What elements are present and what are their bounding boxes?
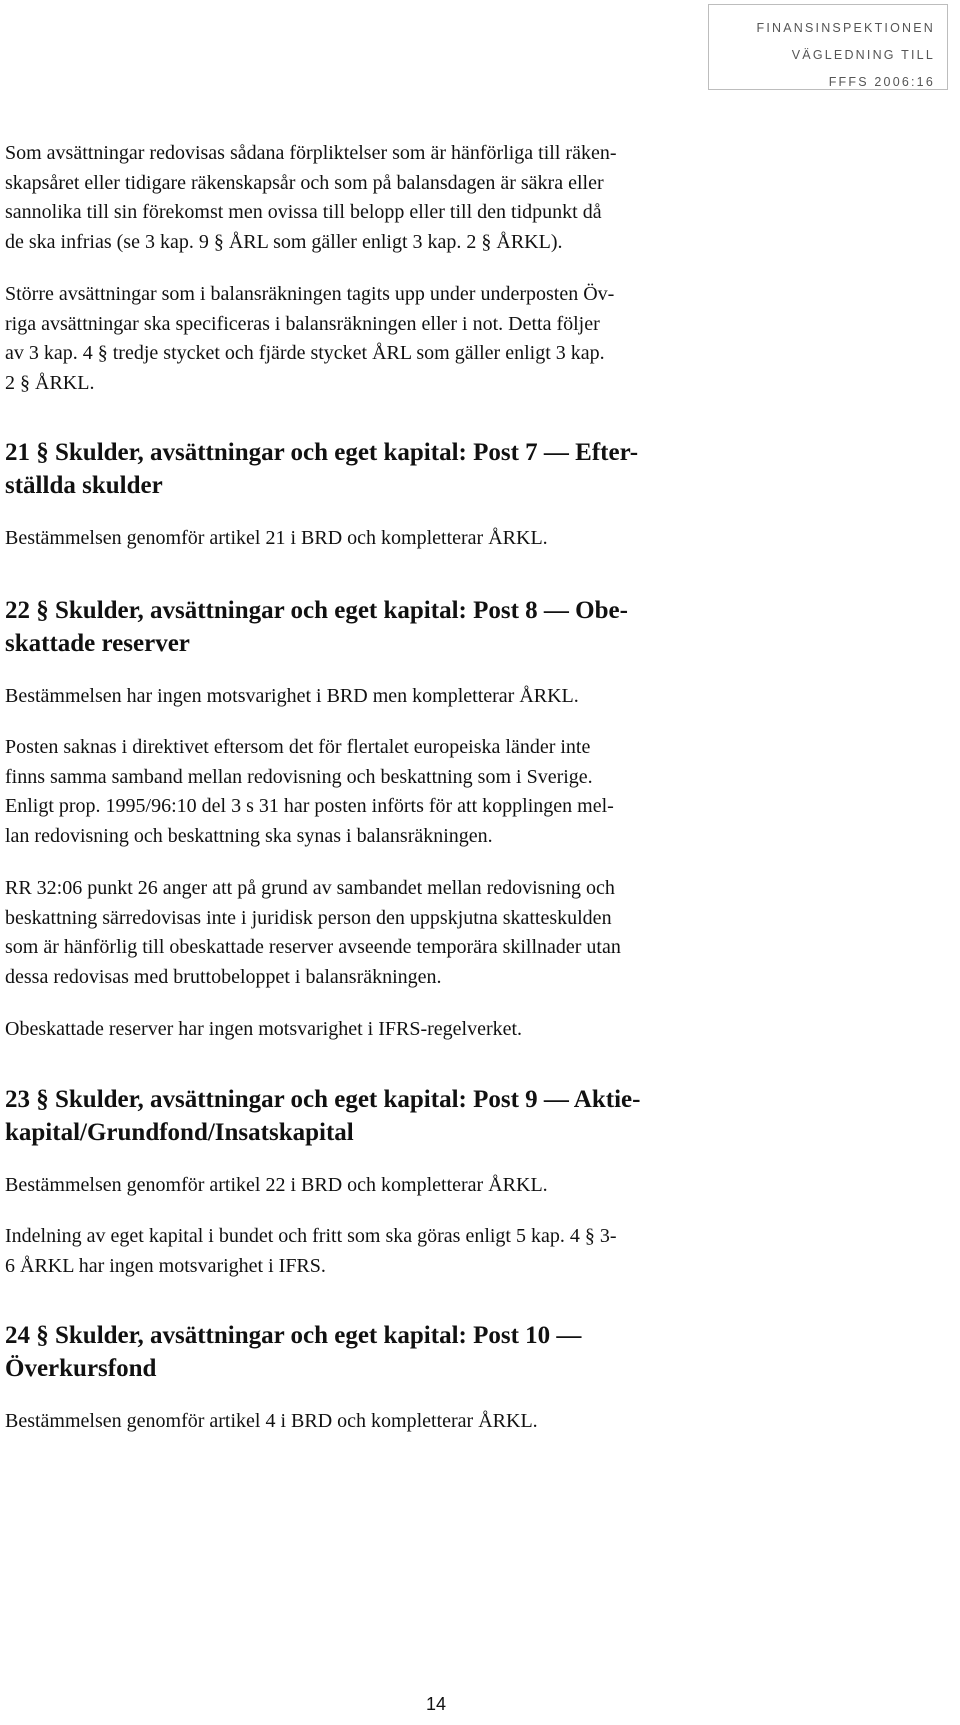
section-heading-22: 22 § Skulder, avsättningar och eget kapital: Post 8 — Obe- skattade reserver [5, 596, 628, 657]
paragraph-22c: RR 32:06 punkt 26 anger att på grund av sambandet mellan redovisning och beskattning särredovisas inte i juridisk person den uppskjutna skatteskulden som är hänförlig till obeskattade reserver avseende temporära skillnader utan dessa redovisas med bruttobeloppet i balansräkningen. [5, 877, 621, 988]
paragraph-21: Bestämmelsen genomför artikel 21 i BRD och kompletterar ÅRKL. [5, 527, 548, 549]
header-doc-type: VÄGLEDNING TILL [791, 48, 935, 62]
paragraph-24: Bestämmelsen genomför artikel 4 i BRD och kompletterar ÅRKL. [5, 1410, 538, 1432]
section-heading-24: 24 § Skulder, avsättningar och eget kapital: Post 10 — Överkursfond [5, 1322, 582, 1382]
paragraph-22b: Posten saknas i direktivet eftersom det för flertalet europeiska länder inte finns samma samband mellan redovisning och beskattning som i Sverige. Enligt prop. 1995/96:10 del 3 s 31 har posten införts för att kopplingen mel- lan redovisning och beskattning ska synas i balansräkningen. [5, 736, 614, 847]
paragraph-23b: Indelning av eget kapital i bundet och fritt som ska göras enligt 5 kap. 4 § 3- 6 ÅRKL har ingen motsvarighet i IFRS. [5, 1225, 617, 1277]
paragraph-storre-avsattningar: Större avsättningar som i balansräkningen tagits upp under underposten Öv- riga avsättningar ska specificeras i balansräkningen eller i not. Detta följer av 3 kap. 4 § tredje stycket och fjärde stycket ÅRL som gäller enligt 3 kap. 2 § ÅRKL. [5, 283, 615, 394]
paragraph-22a: Bestämmelsen har ingen motsvarighet i BRD men kompletterar ÅRKL. [5, 684, 579, 707]
header-org: FINANSINSPEKTIONEN [756, 21, 935, 35]
section-heading-21: 21 § Skulder, avsättningar och eget kapital: Post 7 — Efter- ställda skulder [5, 439, 639, 499]
header-doc-ref: FFFS 2006:16 [828, 75, 935, 89]
paragraph-avsattningar: Som avsättningar redovisas sådana förpliktelser som är hänförliga till räken- skapsåret eller tidigare räkenskapsår och som på balansdagen är säkra eller sannolika till sin förekomst men ovissa till belopp eller till den tidpunkt då de ska infrias (se 3 kap. 9 § ÅRL som gäller enligt 3 kap. 2 § ÅRKL). [5, 142, 617, 253]
page-number: 14 [425, 1694, 447, 1714]
paragraph-23a: Bestämmelsen genomför artikel 22 i BRD och kompletterar ÅRKL. [5, 1173, 548, 1196]
document-body [5, 139, 745, 1437]
document-header [708, 4, 948, 90]
section-heading-23: 23 § Skulder, avsättningar och eget kapital: Post 9 — Aktie- kapital/Grundfond/Insatskapital [5, 1085, 641, 1146]
paragraph-22d: Obeskattade reserver har ingen motsvarighet i IFRS-regelverket. [5, 1018, 523, 1040]
